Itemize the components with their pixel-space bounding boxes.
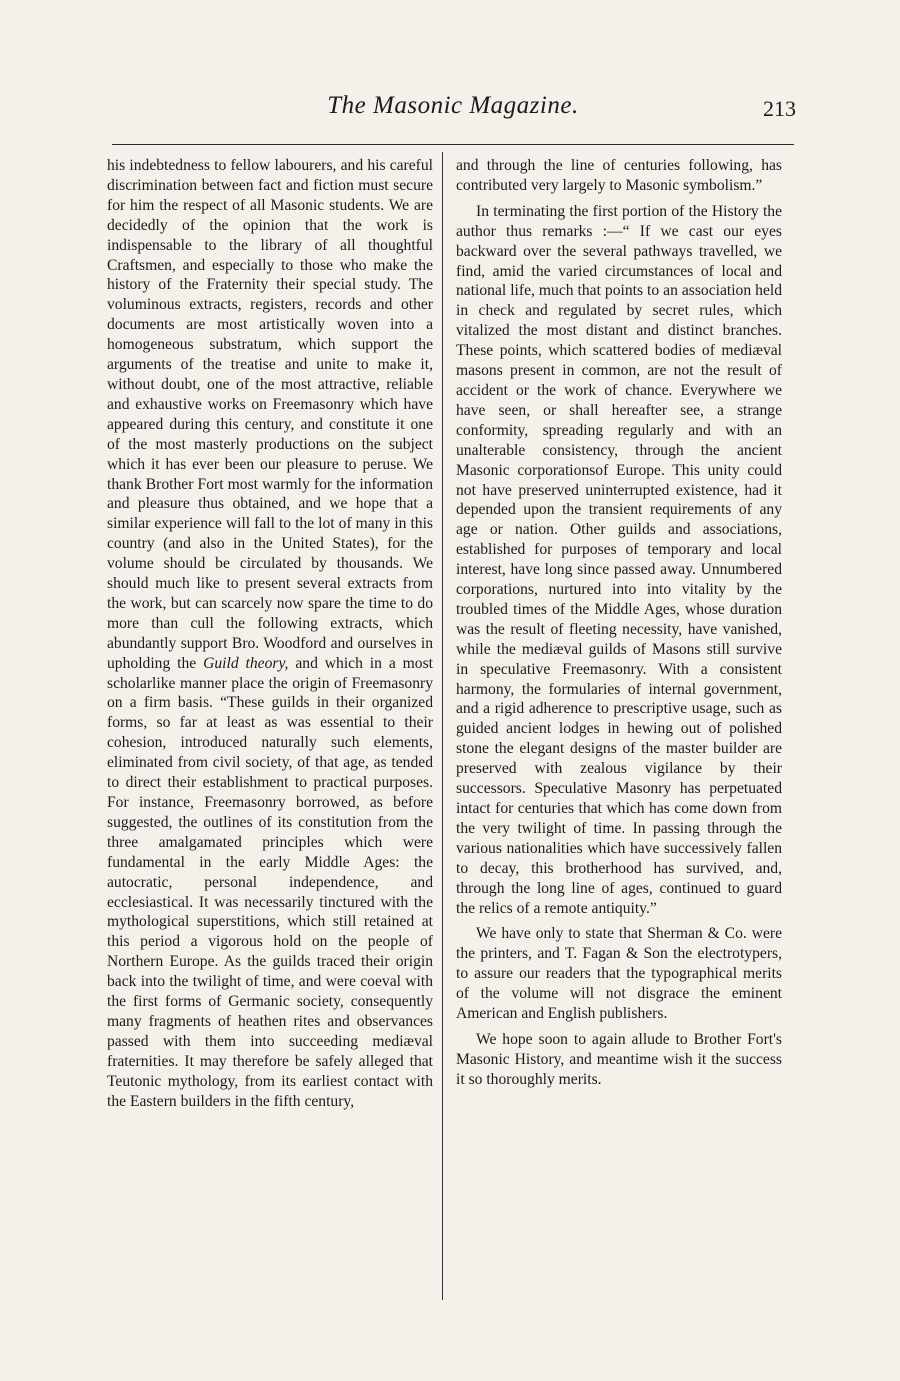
right-paragraph-4: We hope soon to again allude to Brother Fort's Masonic History, and meantime wish it the success it so thoroughly merits. [456, 1030, 782, 1088]
page-header [110, 92, 796, 132]
left-column [107, 156, 433, 1112]
guild-theory-italic: Guild theory, [203, 654, 289, 672]
right-column [456, 156, 782, 1090]
running-title: The Masonic Magazine. [327, 92, 579, 119]
left-text-part-1: his indebtedness to fellow labourers, and his careful discrimination between fact and fiction must secure for him the respect of all Masonic students. We are decidedly of the opinion that the work is indispensable to the library of all thoughtful Craftsmen, and especially to those who make the history of the Fraternity their special study. The voluminous extracts, registers, records and other documents are most artistically woven into a homogeneous substratum, which support the arguments of the treatise and unite to make it, without doubt, one of the most attractive, reliable and exhaustive works on Freemasonry which have appeared during this century, and constitute it one of the most masterly productions on the subject which it has ever been our pleasure to peruse. We thank Brother Fort most warmly for the information and pleasure thus obtained, and we hope that a similar experience will fall to the lot of many in this country (and also in the United States), for the volume should be circulated by thousands. We should much like to present several extracts from the work, but can scarcely now spare the time to do more than cull the following extracts, which abundantly support Bro. Woodford and ourselves in upholding the [107, 157, 433, 672]
page-number: 213 [763, 96, 796, 121]
right-paragraph-3: We have only to state that Sherman & Co. were the printers, and T. Fagan & Son the electrotypers, to assure our readers that the typographical merits of the volume will not disgrace the eminent American and English publishers. [456, 925, 782, 1023]
right-paragraph-2: In terminating the first portion of the History the author thus remarks :—“ If we cast our eyes backward over the several pathways travelled, we find, amid the varied circumstances of local and national life, much that points to an association held in check and regulated by secret rules, which vitalized the most distant and distinct branches. These points, which scattered bodies of mediæval masons present in common, are not the result of accident or the work of chance. Everywhere we have seen, or shall hereafter see, a strange conformity, spreading regularly and with an unalterable consistency, through the ancient Masonic corporationsof Europe. This unity could not have preserved uninterrupted existence, had it depended upon the transient requirements of any age or nation. Other guilds and associations, established for purposes of temporary and local interest, have long since passed away. Unnumbered corporations, nurtured into into vitality by the troubled times of the Middle Ages, whose duration was the result of fleeting necessity, have vanished, while the mediæval guilds of Masons still survive in speculative Freemasonry. With a consistent harmony, the formularies of internal government, and a rigid adherence to prescriptive usage, such as guided ancient lodges in hewing out of polished stone the elegant designs of the master builder are preserved with zealous vigilance by their successors. Speculative Masonry has perpetuated intact for centuries that which has come down from the very twilight of time. In passing through the various nationalities which have successively fallen to decay, this brotherhood has survived, and, through the long line of ages, continued to guard the relics of a remote antiquity.” [456, 202, 782, 917]
column-divider [442, 152, 443, 1300]
right-paragraph-1: and through the line of centuries following, has contributed very largely to Masonic symbolism.” [456, 157, 782, 194]
header-rule [112, 144, 794, 145]
left-paragraph-1 [107, 156, 433, 1112]
left-text-part-2: and which in a most scholarlike manner place the origin of Freemasonry on a firm basis. “These guilds in their organized forms, so far at least as was essential to their cohesion, introduced naturally such elements, eliminated from civil society, of that age, as tended to direct their establishment to practical purposes. For instance, Freemasonry borrowed, as before suggested, the outlines of its constitution from the three amalgamated principles which were fundamental in the early Middle Ages: the autocratic, personal independence, and ecclesiastical. It was necessarily tinctured with the mythological superstitions, which still retained at this period a vigorous hold on the people of Northern Europe. As the guilds traced their origin back into the twilight of time, and were coeval with the first forms of Germanic society, consequently many fragments of heathen rites and observances passed with them into succeeding mediæval fraternities. It may therefore be safely alleged that Teutonic mythology, from its earliest contact with the Eastern builders in the fifth century, [107, 654, 433, 1110]
